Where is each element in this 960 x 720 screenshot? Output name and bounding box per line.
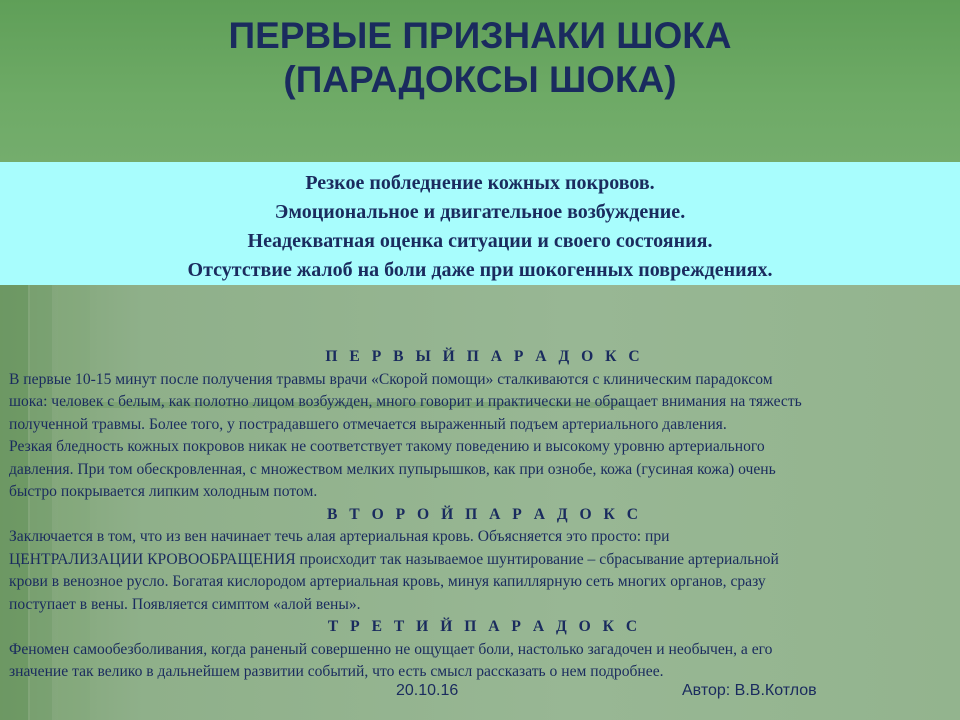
paradox-1-line: шока: человек с белым, как полотно лицом возбужден, много говорит и практически не обращает внимания на тяжесть — [9, 393, 802, 410]
paradox-2-heading: В Т О Р О Й П А Р А Д О К С — [327, 505, 642, 523]
paradox-3-line: Феномен самообезболивания, когда раненый совершенно не ощущает боли, настолько загадочен и необычен, а его — [9, 640, 773, 658]
paradox-1-line: Резкая бледность кожных покровов никак не соответствует такому поведению и высокому уровню артериального — [9, 438, 765, 455]
paradox-2-line: ЦЕНТРАЛИЗАЦИИ КРОВООБРАЩЕНИЯ происходит так называемое шунтирование – сбрасывание артериальной — [9, 550, 779, 568]
paradox-2-line: Заключается в том, что из вен начинает течь алая артериальная кровь. Объясняется это просто: при — [9, 528, 670, 545]
paradox-3-heading: Т Р Е Т И Й П А Р А Д О К С — [327, 618, 642, 635]
paradox-1-line: В первые 10-15 минут после получения травмы врачи «Скорой помощи» сталкиваются с клиническим парадоксом — [9, 370, 773, 388]
slide-title-line-1: ПЕРВЫЕ ПРИЗНАКИ ШОКА — [228, 15, 732, 56]
sign-item: Резкое побледнение кожных покровов. — [305, 172, 655, 194]
paradox-1-line: давления. При том обескровленная, с множеством мелких пупырышков, как при ознобе, кожа (гусиная кожа) очень — [9, 460, 776, 478]
paradoxes-section — [9, 346, 960, 684]
paradox-3-line: значение так велико в дальнейшем развитии событий, что есть смысл рассказать о нем подробнее. — [9, 663, 664, 680]
footer-date: 20.10.16 — [396, 682, 459, 699]
paradox-2-line: поступает в вены. Появляется симптом «алой вены». — [9, 595, 361, 613]
paradox-2-line: крови в венозное русло. Богатая кислородом артериальная кровь, минуя капиллярную сеть многих органов, сразу — [9, 573, 766, 590]
sign-item: Неадекватная оценка ситуации и своего состояния. — [247, 230, 713, 252]
sign-item: Отсутствие жалоб на боли даже при шокогенных повреждениях. — [187, 259, 773, 281]
paradox-1-line: полученной травмы. Более того, у пострадавшего отмечается выраженный подъем артериального давления. — [9, 415, 727, 433]
paradox-1-line: быстро покрывается липким холодным потом. — [9, 483, 318, 500]
slide-title-line-2: (ПАРАДОКСЫ ШОКА) — [283, 59, 677, 100]
sign-item: Эмоциональное и двигательное возбуждение. — [274, 201, 686, 223]
paradox-1-heading: П Е Р В Ы Й П А Р А Д О К С — [325, 348, 644, 365]
footer-author: Автор: В.В.Котлов — [682, 682, 817, 699]
slide-title — [0, 14, 960, 102]
signs-panel — [0, 162, 960, 285]
